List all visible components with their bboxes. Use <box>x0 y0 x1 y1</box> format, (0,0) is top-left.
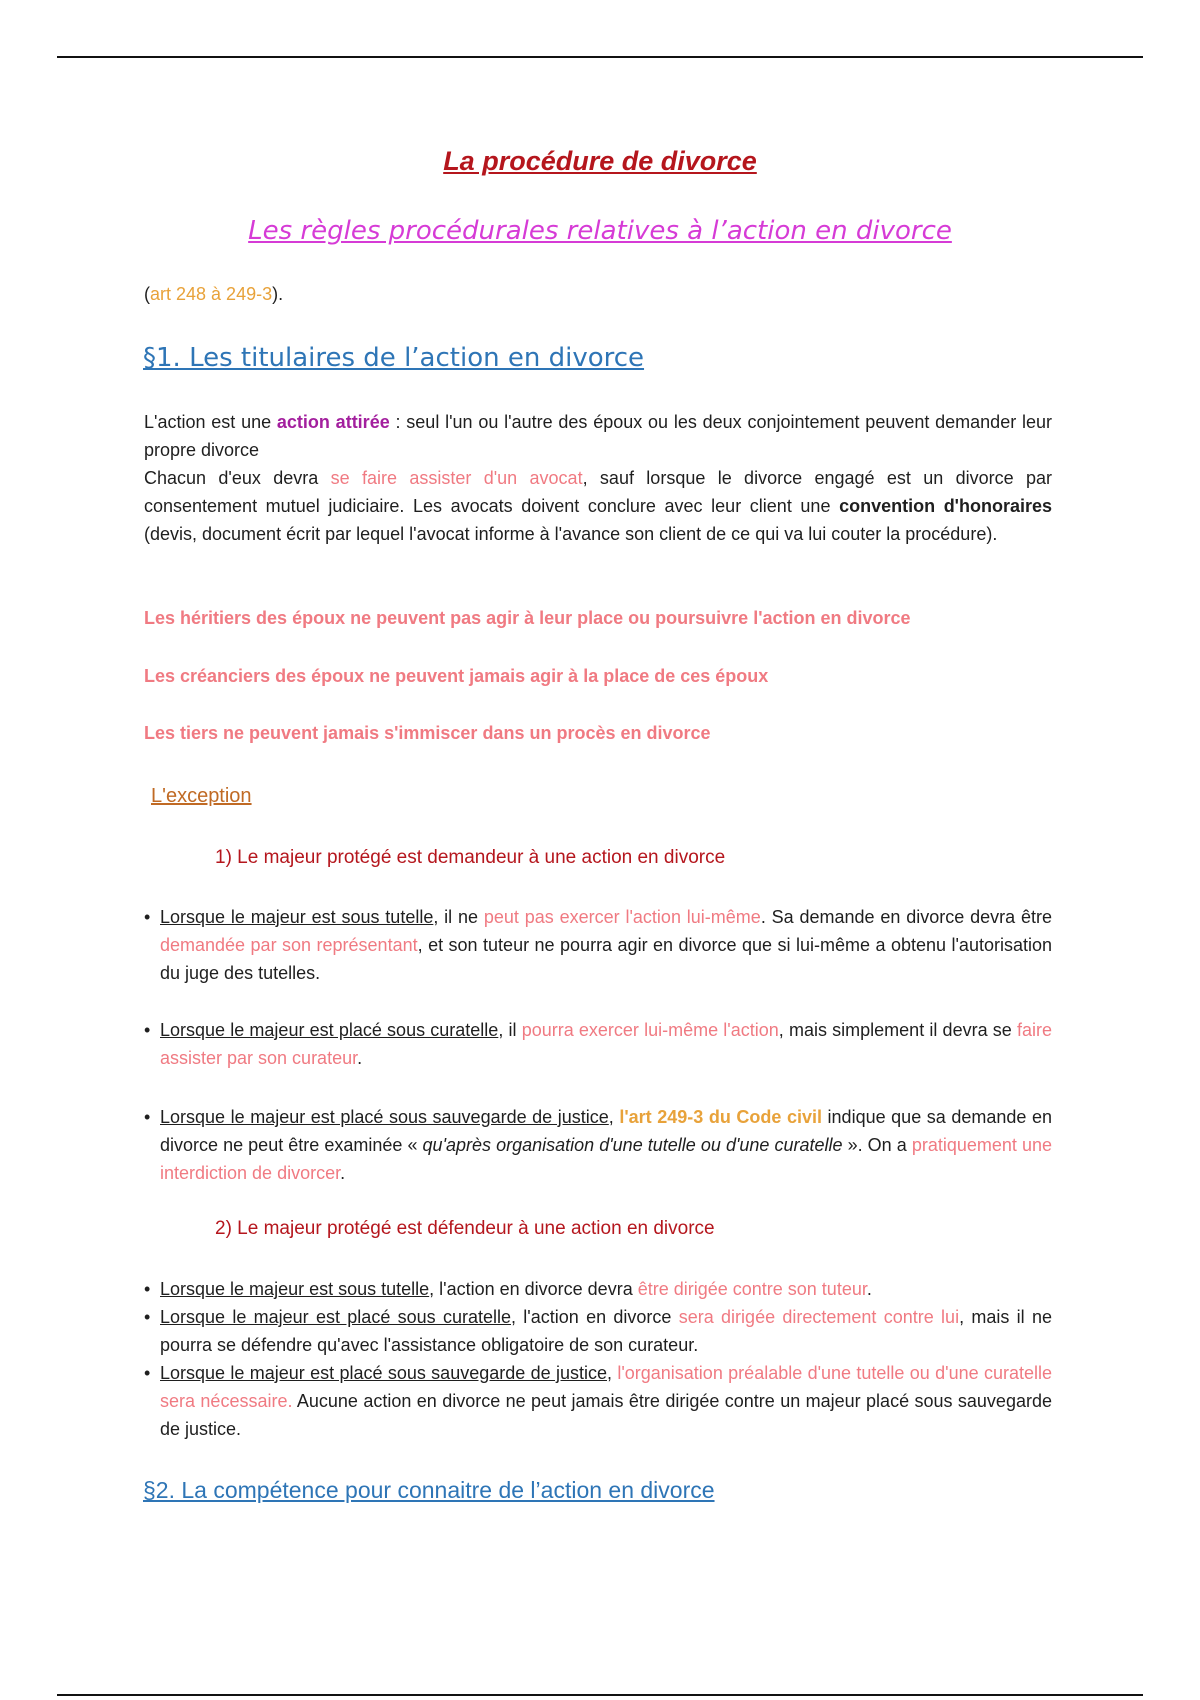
exception-heading: L'exception <box>151 785 252 807</box>
case1-heading: 1) Le majeur protégé est demandeur à une action en divorce <box>215 847 726 868</box>
page-title: La procédure de divorce <box>443 146 757 176</box>
case1-bullet-sauvegarde: • Lorsque le majeur est placé sous sauvegarde de justice, l'art 249-3 du Code civil indique que sa demande en divorce ne peut être examinée « qu'après organisation d'une tutelle ou d'une curatelle ». On a pratiquement une interdiction de divorcer. <box>144 1107 1052 1183</box>
section2-heading: §2. La compétence pour connaitre de l’action en divorce <box>143 1477 715 1503</box>
case2-bullet-curatelle: • Lorsque le majeur est placé sous curatelle, l'action en divorce sera dirigée directement contre lui, mais il ne pourra se défendre qu'avec l'assistance obligatoire de son curateur. <box>144 1307 1053 1355</box>
top-rule <box>57 56 1143 58</box>
case1-bullet-curatelle: • Lorsque le majeur est placé sous curatelle, il pourra exercer lui-même l'action, mais simplement il devra se faire assister par son curateur. <box>144 1020 1052 1068</box>
page-subtitle: Les règles procédurales relatives à l’action en divorce <box>248 216 952 246</box>
case2-bullets <box>144 1275 1052 1443</box>
article-reference: (art 248 à 249-3). <box>144 284 284 304</box>
heirs-rule: Les héritiers des époux ne peuvent pas agir à leur place ou poursuivre l'action en divorce <box>144 608 911 628</box>
bottom-rule <box>57 1694 1143 1696</box>
section1-heading: §1. Les titulaires de l’action en divorce <box>143 343 645 373</box>
section1-paragraph: L'action est une action attirée : seul l'un ou l'autre des époux ou les deux conjointement peuvent demander leur propre divorce Chacun d'eux devra se faire assister d'un avocat, sauf lorsque le divorce engagé est un divorce par consentement mutuel judiciaire. Les avocats doivent conclure avec leur client une convention d'honoraires (devis, document écrit par lequel l'avocat informe à l'avance son client de ce qui va lui couter la procédure). <box>144 412 1053 544</box>
case2-bullet-tutelle: • Lorsque le majeur est sous tutelle, l'action en divorce devra être dirigée contre son tuteur. <box>144 1279 872 1299</box>
creditors-rule: Les créanciers des époux ne peuvent jamais agir à la place de ces époux <box>144 666 769 686</box>
case2-bullet-sauvegarde: • Lorsque le majeur est placé sous sauvegarde de justice, l'organisation préalable d'une tutelle ou d'une curatelle sera nécessaire. Aucune action en divorce ne peut jamais être dirigée contre un majeur placé sous sauvegarde de justice. <box>144 1363 1052 1439</box>
case2-heading: 2) Le majeur protégé est défendeur à une action en divorce <box>215 1218 715 1239</box>
case1-bullet-tutelle: • Lorsque le majeur est sous tutelle, il ne peut pas exercer l'action lui-même. Sa demande en divorce devra être demandée par son représentant, et son tuteur ne pourra agir en divorce que si lui-même a obtenu l'autorisation du juge des tutelles. <box>144 907 1053 983</box>
third-parties-rule: Les tiers ne peuvent jamais s'immiscer dans un procès en divorce <box>144 723 711 743</box>
